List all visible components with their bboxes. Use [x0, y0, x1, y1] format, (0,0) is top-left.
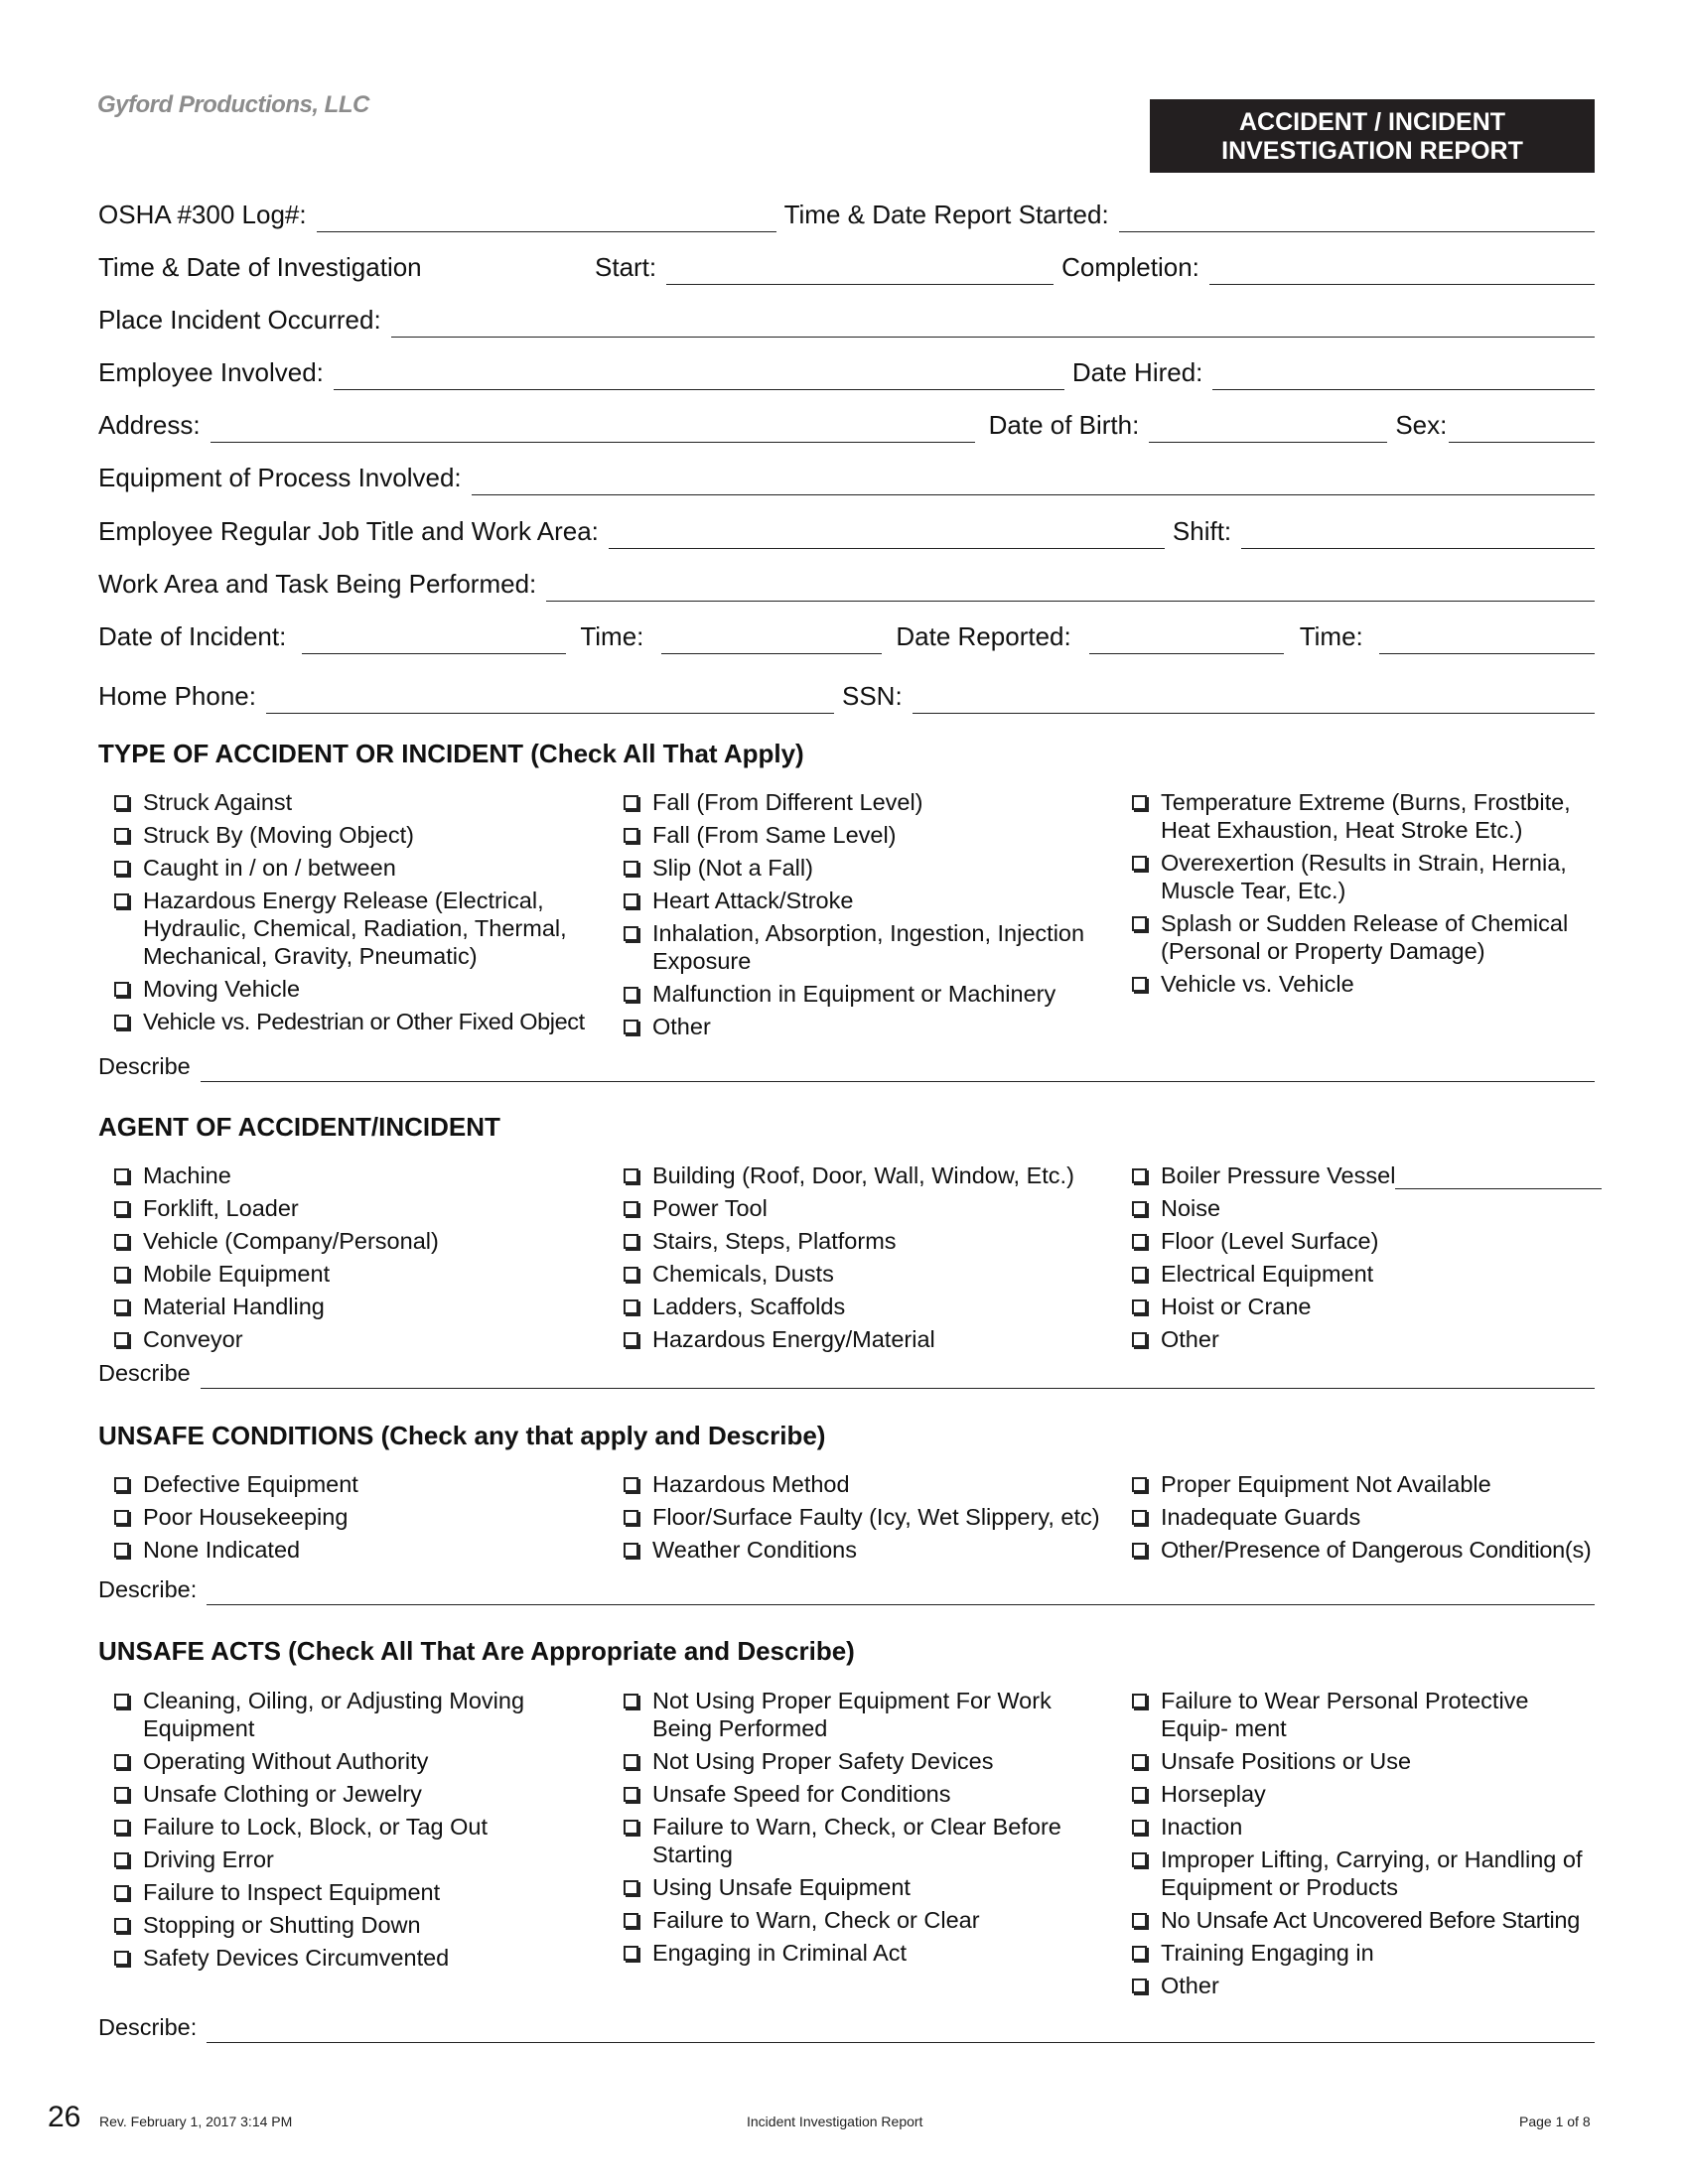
checkbox-icon[interactable] [1132, 1234, 1147, 1249]
employee-label: Employee Involved: [98, 357, 324, 387]
type-describe-label: Describe [98, 1053, 191, 1079]
conditions-section-title: UNSAFE CONDITIONS (Check any that apply and Describe) [98, 1421, 826, 1450]
checkbox-item[interactable]: Improper Lifting, Carrying, or Handling of Equipment or Products [1116, 1845, 1593, 1901]
type-col3 [1116, 788, 1603, 1003]
employee-field[interactable] [334, 354, 1064, 390]
agent-col2 [608, 1161, 1104, 1358]
checkbox-icon[interactable] [624, 1168, 638, 1183]
checkbox-item[interactable]: Hazardous Energy/Material [608, 1325, 1104, 1353]
checkbox-item[interactable]: Failure to Wear Personal Protective Equip- ment [1116, 1687, 1593, 1742]
checkbox-item[interactable]: Other/Presence of Dangerous Condition(s) [1116, 1536, 1613, 1564]
checkbox-icon[interactable] [624, 1299, 638, 1314]
checkbox-icon[interactable] [624, 1880, 638, 1895]
place-field[interactable] [391, 302, 1595, 338]
checkbox-icon[interactable] [1132, 795, 1147, 810]
checkbox-icon[interactable] [1132, 1477, 1147, 1492]
report-title [1150, 99, 1595, 173]
footer-page-of: Page 1 of 8 [1519, 2114, 1591, 2129]
start-field[interactable] [666, 249, 1054, 285]
checkbox-item[interactable]: Vehicle (Company/Personal) [98, 1227, 575, 1255]
date-hired-label: Date Hired: [1071, 357, 1203, 387]
checkbox-item[interactable]: None Indicated [98, 1536, 575, 1564]
row-osha [98, 197, 1595, 232]
checkbox-item[interactable]: Overexertion (Results in Strain, Hernia, Muscle Tear, Etc.) [1116, 849, 1603, 904]
checkbox-icon[interactable] [1132, 1299, 1147, 1314]
row-equipment [98, 460, 1595, 495]
equipment-field[interactable] [472, 460, 1595, 495]
report-title-line2: INVESTIGATION REPORT [1221, 137, 1523, 165]
checkbox-icon[interactable] [624, 1754, 638, 1769]
checkbox-item[interactable]: Hazardous Energy Release (Electrical, Hydraulic, Chemical, Radiation, Thermal, Mechanical, Gravity, Pneumatic) [98, 887, 575, 970]
incident-time-label: Time: [580, 621, 644, 651]
checkbox-item[interactable]: Noise [1116, 1194, 1603, 1222]
date-incident-label: Date of Incident: [98, 621, 287, 651]
checkbox-icon[interactable] [624, 795, 638, 810]
agent-describe-row [98, 1357, 1595, 1389]
checkbox-icon[interactable] [624, 861, 638, 876]
checkbox-icon[interactable] [114, 1694, 129, 1708]
checkbox-item[interactable]: Electrical Equipment [1116, 1260, 1603, 1288]
checkbox-item[interactable]: Training Engaging in [1116, 1939, 1593, 1967]
type-col2 [608, 788, 1104, 1045]
row-dates [98, 618, 1595, 654]
checkbox-item[interactable]: Operating Without Authority [98, 1747, 575, 1775]
checkbox-item[interactable]: Vehicle vs. Vehicle [1116, 970, 1603, 998]
start-label: Start: [595, 252, 657, 282]
ssn-field[interactable] [913, 678, 1595, 714]
checkbox-icon[interactable] [114, 828, 129, 843]
checkbox-item[interactable]: Mobile Equipment [98, 1260, 575, 1288]
date-reported-field[interactable] [1089, 618, 1284, 654]
checkbox-item[interactable]: Engaging in Criminal Act [608, 1939, 1084, 1967]
checkbox-item[interactable]: Floor (Level Surface) [1116, 1227, 1603, 1255]
conditions-describe-row [98, 1573, 1595, 1605]
investigation-label: Time & Date of Investigation [98, 252, 422, 282]
checkbox-icon[interactable] [1132, 1946, 1147, 1961]
address-field[interactable] [211, 407, 975, 443]
checkbox-item[interactable]: Unsafe Speed for Conditions [608, 1780, 1084, 1808]
checkbox-item[interactable]: Material Handling [98, 1293, 575, 1320]
checkbox-item[interactable]: Malfunction in Equipment or Machinery [608, 980, 1104, 1008]
conditions-describe-field[interactable] [207, 1573, 1595, 1605]
checkbox-item[interactable]: Forklift, Loader [98, 1194, 575, 1222]
checkbox-icon[interactable] [114, 795, 129, 810]
date-incident-field[interactable] [302, 618, 566, 654]
report-title-line1: ACCIDENT / INCIDENT [1238, 108, 1506, 136]
checkbox-item[interactable]: Vehicle vs. Pedestrian or Other Fixed Object [98, 1008, 575, 1035]
checkbox-icon[interactable] [1132, 1510, 1147, 1525]
work-area-field[interactable] [546, 566, 1595, 602]
row-investigation [98, 249, 1595, 285]
checkbox-icon[interactable] [1132, 1201, 1147, 1216]
shift-field[interactable] [1241, 513, 1595, 549]
checkbox-item[interactable]: Defective Equipment [98, 1470, 575, 1498]
place-label: Place Incident Occurred: [98, 305, 381, 335]
acts-section-title: UNSAFE ACTS (Check All That Are Appropriate and Describe) [98, 1636, 855, 1666]
checkbox-item[interactable]: Failure to Warn, Check, or Clear Before Starting [608, 1813, 1084, 1868]
row-place [98, 302, 1595, 338]
row-work-area [98, 566, 1595, 602]
checkbox-icon[interactable] [1132, 1332, 1147, 1347]
row-phone [98, 678, 1595, 714]
incident-time-field[interactable] [661, 618, 882, 654]
checkbox-icon[interactable] [114, 1267, 129, 1282]
checkbox-item[interactable]: Other [608, 1013, 1104, 1040]
checkbox-item[interactable]: Not Using Proper Equipment For Work Being Performed [608, 1687, 1084, 1742]
checkbox-icon[interactable] [624, 1234, 638, 1249]
checkbox-icon[interactable] [1132, 1168, 1147, 1183]
checkbox-icon[interactable] [624, 1510, 638, 1525]
checkbox-item[interactable]: Weather Conditions [608, 1536, 1104, 1564]
row-employee [98, 354, 1595, 390]
checkbox-icon[interactable] [624, 1201, 638, 1216]
checkbox-item[interactable]: Caught in / on / between [98, 854, 575, 882]
acts-describe-row [98, 2011, 1595, 2043]
checkbox-icon[interactable] [1132, 1267, 1147, 1282]
type-describe-field[interactable] [201, 1050, 1595, 1082]
checkbox-item[interactable]: Inhalation, Absorption, Ingestion, Injection Exposure [608, 919, 1104, 975]
sex-field[interactable] [1449, 407, 1595, 443]
checkbox-icon[interactable] [624, 1946, 638, 1961]
checkbox-item[interactable]: Other [1116, 1972, 1593, 1999]
ssn-label: SSN: [841, 681, 903, 711]
revision-date: Rev. February 1, 2017 3:14 PM [99, 2114, 293, 2129]
checkbox-icon[interactable] [114, 1332, 129, 1347]
checkbox-item[interactable]: Unsafe Positions or Use [1116, 1747, 1593, 1775]
checkbox-item[interactable]: Conveyor [98, 1325, 575, 1353]
checkbox-item[interactable]: Safety Devices Circumvented [98, 1944, 575, 1972]
checkbox-item[interactable]: Struck Against [98, 788, 575, 816]
checkbox-item[interactable]: Not Using Proper Safety Devices [608, 1747, 1084, 1775]
date-reported-label: Date Reported: [896, 621, 1071, 651]
dob-label: Date of Birth: [988, 410, 1140, 440]
acts-col3 [1116, 1687, 1593, 2004]
acts-col1 [98, 1687, 575, 1977]
boiler-label: Boiler Pressure Vessel [1161, 1162, 1396, 1188]
home-phone-label: Home Phone: [98, 681, 256, 711]
checkbox-icon[interactable] [114, 1820, 129, 1835]
checkbox-icon[interactable] [624, 893, 638, 908]
checkbox-icon[interactable] [114, 893, 129, 908]
conditions-col1 [98, 1470, 575, 1569]
checkbox-icon[interactable] [1132, 856, 1147, 871]
checkbox-icon[interactable] [114, 1951, 129, 1966]
checkbox-item[interactable]: Splash or Sudden Release of Chemical (Personal or Property Damage) [1116, 909, 1603, 965]
dob-field[interactable] [1149, 407, 1387, 443]
checkbox-icon[interactable] [624, 1332, 638, 1347]
checkbox-icon[interactable] [1132, 1543, 1147, 1558]
row-address [98, 407, 1595, 443]
checkbox-icon[interactable] [1132, 977, 1147, 992]
checkbox-icon[interactable] [114, 1510, 129, 1525]
reported-time-label: Time: [1299, 621, 1363, 651]
checkbox-item[interactable]: Hoist or Crane [1116, 1293, 1603, 1320]
type-describe-row [98, 1050, 1595, 1082]
checkbox-item[interactable]: Struck By (Moving Object) [98, 821, 575, 849]
checkbox-item[interactable]: Horseplay [1116, 1780, 1593, 1808]
checkbox-item[interactable]: Cleaning, Oiling, or Adjusting Moving Equipment [98, 1687, 575, 1742]
checkbox-icon[interactable] [114, 1918, 129, 1933]
acts-describe-field[interactable] [207, 2011, 1595, 2043]
checkbox-icon[interactable] [1132, 916, 1147, 931]
checkbox-icon[interactable] [624, 1787, 638, 1802]
checkbox-icon[interactable] [114, 1168, 129, 1183]
checkbox-icon[interactable] [624, 987, 638, 1002]
checkbox-item[interactable]: Ladders, Scaffolds [608, 1293, 1104, 1320]
checkbox-icon[interactable] [624, 1020, 638, 1034]
acts-describe-label: Describe: [98, 2014, 198, 2040]
completion-field[interactable] [1209, 249, 1595, 285]
checkbox-icon[interactable] [114, 1543, 129, 1558]
checkbox-item[interactable]: Building (Roof, Door, Wall, Window, Etc.) [608, 1161, 1104, 1189]
checkbox-item[interactable]: Temperature Extreme (Burns, Frostbite, Heat Exhaustion, Heat Stroke Etc.) [1116, 788, 1603, 844]
checkbox-icon[interactable] [1132, 1787, 1147, 1802]
checkbox-icon[interactable] [1132, 1979, 1147, 1993]
agent-section-title: AGENT OF ACCIDENT/INCIDENT [98, 1112, 500, 1142]
checkbox-icon[interactable] [114, 861, 129, 876]
conditions-describe-label: Describe: [98, 1576, 198, 1602]
checkbox-icon[interactable] [114, 982, 129, 997]
checkbox-icon[interactable] [114, 1234, 129, 1249]
checkbox-item[interactable]: Inaction [1116, 1813, 1593, 1841]
checkbox-item[interactable]: Failure to Warn, Check or Clear [608, 1906, 1084, 1934]
type-col1 [98, 788, 585, 1040]
checkbox-icon[interactable] [624, 1913, 638, 1928]
checkbox-item[interactable]: Unsafe Clothing or Jewelry [98, 1780, 575, 1808]
checkbox-item[interactable]: Power Tool [608, 1194, 1104, 1222]
conditions-col2 [608, 1470, 1104, 1569]
checkbox-item[interactable]: Hazardous Method [608, 1470, 1104, 1498]
checkbox-icon[interactable] [1132, 1694, 1147, 1708]
checkbox-item[interactable]: Inadequate Guards [1116, 1503, 1613, 1531]
checkbox-item[interactable]: Other [1116, 1325, 1603, 1353]
checkbox-icon[interactable] [624, 1820, 638, 1835]
date-hired-field[interactable] [1212, 354, 1595, 390]
agent-col1 [98, 1161, 575, 1358]
checkbox-item[interactable]: Proper Equipment Not Available [1116, 1470, 1613, 1498]
page-number: 26 [48, 2101, 81, 2133]
job-title-field[interactable] [609, 513, 1165, 549]
checkbox-icon[interactable] [624, 1694, 638, 1708]
checkbox-item[interactable]: Heart Attack/Stroke [608, 887, 1104, 914]
sex-label: Sex: [1395, 410, 1448, 440]
osha-log-label: OSHA #300 Log#: [98, 200, 307, 229]
boiler-field[interactable] [1395, 1167, 1602, 1189]
home-phone-field[interactable] [266, 678, 834, 714]
checkbox-icon[interactable] [114, 1299, 129, 1314]
checkbox-icon[interactable] [114, 1015, 129, 1029]
company-name: Gyford Productions, LLC [97, 91, 369, 118]
job-title-label: Employee Regular Job Title and Work Area: [98, 516, 599, 546]
checkbox-item[interactable]: Poor Housekeeping [98, 1503, 575, 1531]
checkbox-icon[interactable] [1132, 1852, 1147, 1867]
agent-describe-label: Describe [98, 1360, 191, 1386]
checkbox-item[interactable] [1116, 1161, 1603, 1189]
checkbox-item[interactable]: Failure to Lock, Block, or Tag Out [98, 1813, 575, 1841]
checkbox-item[interactable]: Floor/Surface Faulty (Icy, Wet Slippery, etc) [608, 1503, 1104, 1531]
checkbox-item[interactable]: Failure to Inspect Equipment [98, 1878, 575, 1906]
work-area-label: Work Area and Task Being Performed: [98, 569, 537, 599]
checkbox-icon[interactable] [624, 1477, 638, 1492]
reported-time-field[interactable] [1379, 618, 1595, 654]
checkbox-icon[interactable] [114, 1787, 129, 1802]
checkbox-icon[interactable] [624, 1267, 638, 1282]
report-started-label: Time & Date Report Started: [783, 200, 1109, 229]
checkbox-icon[interactable] [114, 1885, 129, 1900]
equipment-label: Equipment of Process Involved: [98, 463, 462, 492]
checkbox-icon[interactable] [624, 926, 638, 941]
checkbox-item[interactable]: Slip (Not a Fall) [608, 854, 1104, 882]
acts-col2 [608, 1687, 1084, 1972]
agent-describe-field[interactable] [201, 1357, 1595, 1389]
checkbox-item[interactable]: Chemicals, Dusts [608, 1260, 1104, 1288]
row-job-title [98, 513, 1595, 549]
checkbox-icon[interactable] [114, 1754, 129, 1769]
checkbox-item[interactable]: Fall (From Different Level) [608, 788, 1104, 816]
checkbox-icon[interactable] [114, 1201, 129, 1216]
checkbox-icon[interactable] [114, 1477, 129, 1492]
report-started-field[interactable] [1119, 197, 1595, 232]
osha-log-field[interactable] [317, 197, 776, 232]
completion-label: Completion: [1061, 252, 1199, 282]
checkbox-item[interactable]: Fall (From Same Level) [608, 821, 1104, 849]
checkbox-icon[interactable] [624, 1543, 638, 1558]
checkbox-item[interactable]: Stopping or Shutting Down [98, 1911, 575, 1939]
shift-label: Shift: [1172, 516, 1232, 546]
checkbox-item[interactable]: Using Unsafe Equipment [608, 1873, 1084, 1901]
checkbox-icon[interactable] [1132, 1754, 1147, 1769]
checkbox-icon[interactable] [114, 1852, 129, 1867]
type-section-title: TYPE OF ACCIDENT OR INCIDENT (Check All That Apply) [98, 739, 804, 768]
agent-col3 [1116, 1161, 1603, 1358]
checkbox-item[interactable]: Machine [98, 1161, 575, 1189]
checkbox-item[interactable]: No Unsafe Act Uncovered Before Starting [1116, 1906, 1593, 1934]
checkbox-icon[interactable] [1132, 1913, 1147, 1928]
footer-doc-name: Incident Investigation Report [747, 2114, 923, 2129]
checkbox-icon[interactable] [624, 828, 638, 843]
checkbox-item[interactable]: Driving Error [98, 1845, 575, 1873]
address-label: Address: [98, 410, 201, 440]
checkbox-item[interactable]: Stairs, Steps, Platforms [608, 1227, 1104, 1255]
checkbox-item[interactable]: Moving Vehicle [98, 975, 575, 1003]
conditions-col3 [1116, 1470, 1613, 1569]
checkbox-icon[interactable] [1132, 1820, 1147, 1835]
